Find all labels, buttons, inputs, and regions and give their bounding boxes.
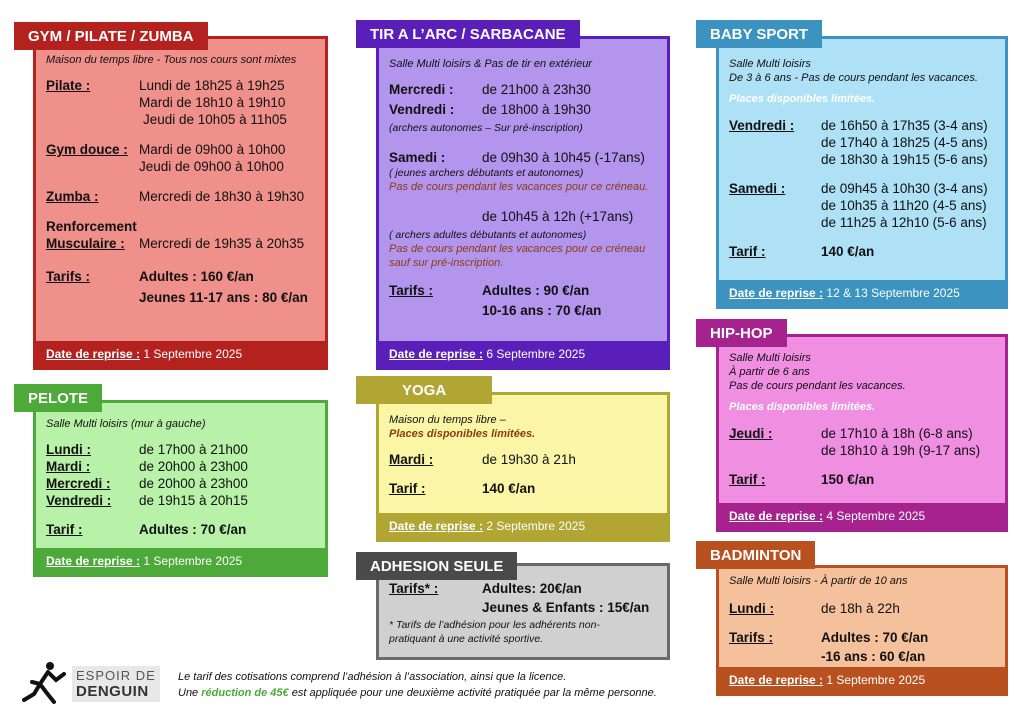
tir-mercredi-label: Mercredi : [389, 82, 454, 97]
yoga-mardi-time: de 19h30 à 21h [482, 452, 576, 467]
adhesion-note-2: pratiquant à une activité sportive. [389, 633, 544, 645]
logo-line-1: ESPOIR DE [76, 668, 156, 683]
tir-vendredi-label: Vendredi : [389, 102, 455, 117]
yoga-place: Maison du temps libre – [389, 414, 506, 426]
adhesion-tarifs-label: Tarifs* : [389, 581, 439, 596]
runner-logo-icon [20, 660, 70, 705]
hiphop-tarif: 150 €/an [821, 472, 875, 487]
pelote-day-time-4: de 19h15 à 20h15 [139, 493, 248, 508]
hiphop-jeudi-2: de 18h10 à 19h (9-17 ans) [821, 443, 981, 458]
zumba-time: Mercredi de 18h30 à 19h30 [139, 189, 305, 204]
logo-line-2: DENGUIN [76, 683, 149, 700]
pelote-title: PELOTE [14, 384, 102, 412]
adhesion-note-1: * Tarifs de l’adhésion pour les adhérents non- [389, 619, 600, 631]
baby-vendredi-3: de 18h30 à 19h15 (5-6 ans) [821, 152, 988, 167]
hiphop-place-3: Pas de cours pendant les vacances. [729, 380, 906, 392]
adhesion-title: ADHESION SEULE [356, 552, 517, 580]
yoga-tarif: 140 €/an [482, 481, 536, 496]
yoga-mardi-label: Mardi : [389, 452, 434, 467]
pilate-label: Pilate : [46, 78, 91, 93]
hiphop-jeudi-1: de 17h10 à 18h (6-8 ans) [821, 426, 973, 441]
tir-place: Salle Multi loisirs & Pas de tir en extérieur [389, 58, 592, 70]
footer-line-2c: est appliquée pour une deuxième activité pratiquée par la même personne. [291, 687, 657, 699]
hiphop-tarif-label: Tarif : [729, 472, 766, 487]
footer-reduction: réduction de 45€ [201, 687, 289, 699]
pelote-place: Salle Multi loisirs (mur à gauche) [46, 418, 206, 430]
footer-note [178, 669, 657, 701]
pelote-day-label-1: Lundi : [46, 442, 91, 457]
baby-samedi-label: Samedi : [729, 181, 786, 196]
yoga-places: Places disponibles limitées. [389, 428, 536, 440]
tir-tarifs-label: Tarifs : [389, 283, 434, 298]
baby-reprise-label: Date de reprise : [729, 286, 824, 300]
yoga-reprise-label: Date de reprise : [389, 519, 484, 533]
pelote-day-time-2: de 20h00 à 23h00 [139, 459, 248, 474]
tir-vendredi-time: de 18h00 à 19h30 [482, 102, 591, 117]
tir-reprise-label: Date de reprise : [389, 347, 484, 361]
yoga-reprise-date: 2 Septembre 2025 [486, 519, 586, 533]
tir-vacances-2a: Pas de cours pendant les vacances pour ce créneau [389, 243, 646, 255]
yoga-title: YOGA [356, 376, 492, 404]
tir-mercredi-time: de 21h00 à 23h30 [482, 82, 591, 97]
gym-title: GYM / PILATE / ZUMBA [14, 22, 208, 50]
hiphop-reprise-label: Date de reprise : [729, 509, 824, 523]
tir-samedi-label: Samedi : [389, 150, 446, 165]
baby-vendredi-label: Vendredi : [729, 118, 795, 133]
badminton-tarif-1: Adultes : 70 €/an [821, 630, 929, 645]
baby-body [716, 36, 1008, 309]
pelote-day-label-4: Vendredi : [46, 493, 112, 508]
gym-body [33, 36, 328, 370]
hiphop-reprise [719, 503, 1005, 529]
hiphop-place-1: Salle Multi loisirs [729, 352, 811, 364]
tir-body [376, 36, 670, 370]
yoga-body [376, 392, 670, 542]
tir-tarif-2: 10-16 ans : 70 €/an [482, 303, 602, 318]
baby-reprise-date: 12 & 13 Septembre 2025 [826, 286, 960, 300]
pelote-reprise-date: 1 Septembre 2025 [143, 554, 243, 568]
tir-vacances-2b: sauf sur pré-inscription. [389, 257, 504, 269]
hiphop-place-2: À partir de 6 ans [729, 366, 810, 378]
gym-reprise-date: 1 Septembre 2025 [143, 347, 243, 361]
pilate-line-2: Mardi de 18h10 à 19h10 [139, 95, 286, 110]
tir-archers-note: (archers autonomes – Sur pré-inscription) [389, 122, 583, 134]
baby-vendredi-1: de 16h50 à 17h35 (3-4 ans) [821, 118, 988, 133]
gym-tarif-2: Jeunes 11-17 ans : 80 €/an [139, 290, 308, 305]
baby-place-2: De 3 à 6 ans - Pas de cours pendant les vacances. [729, 72, 978, 84]
tir-tarif-1: Adultes : 90 €/an [482, 283, 590, 298]
badminton-title: BADMINTON [696, 541, 815, 569]
baby-places: Places disponibles limitées. [729, 93, 876, 105]
badminton-lundi-label: Lundi : [729, 601, 774, 616]
yoga-tarif-label: Tarif : [389, 481, 426, 496]
pelote-day-label-2: Mardi : [46, 459, 91, 474]
badminton-reprise-date: 1 Septembre 2025 [826, 673, 926, 687]
gym-reprise [36, 341, 325, 367]
tir-samedi-time-2: de 10h45 à 12h (+17ans) [482, 209, 634, 224]
badminton-body [716, 565, 1008, 696]
adhesion-tarif-1: Adultes: 20€/an [482, 581, 582, 596]
badminton-reprise [719, 667, 1005, 693]
pelote-reprise-label: Date de reprise : [46, 554, 141, 568]
footer-line-2a: Une [178, 687, 199, 699]
pilate-line-3: Jeudi de 10h05 à 11h05 [143, 112, 287, 127]
gym-reprise-label: Date de reprise : [46, 347, 141, 361]
badminton-tarifs-label: Tarifs : [729, 630, 774, 645]
gymdouce-line-1: Mardi de 09h00 à 10h00 [139, 142, 286, 157]
baby-tarif: 140 €/an [821, 244, 875, 259]
badminton-lundi-time: de 18h à 22h [821, 601, 900, 616]
footer-line-2 [178, 685, 657, 701]
baby-samedi-3: de 11h25 à 12h10 (5-6 ans) [821, 215, 987, 230]
yoga-reprise [379, 513, 667, 539]
zumba-label: Zumba : [46, 189, 99, 204]
adhesion-tarif-2: Jeunes & Enfants : 15€/an [482, 600, 650, 615]
badminton-place: Salle Multi loisirs - À partir de 10 ans [729, 575, 908, 587]
badminton-reprise-label: Date de reprise : [729, 673, 824, 687]
pelote-day-time-3: de 20h00 à 23h00 [139, 476, 248, 491]
hiphop-places: Places disponibles limitées. [729, 401, 876, 413]
pelote-tarif-label: Tarif : [46, 522, 83, 537]
pelote-day-time-1: de 17h00 à 21h00 [139, 442, 248, 457]
baby-samedi-1: de 09h45 à 10h30 (3-4 ans) [821, 181, 988, 196]
baby-tarif-label: Tarif : [729, 244, 766, 259]
pelote-body [33, 400, 328, 577]
baby-samedi-2: de 10h35 à 11h20 (4-5 ans) [821, 198, 987, 213]
renfo-label-1: Renforcement [46, 219, 137, 234]
gymdouce-line-2: Jeudi de 09h00 à 10h00 [139, 159, 284, 174]
hiphop-title: HIP-HOP [696, 319, 787, 347]
tir-samedi-time-1: de 09h30 à 10h45 (-17ans) [482, 150, 645, 165]
renfo-time: Mercredi de 19h35 à 20h35 [139, 236, 305, 251]
badminton-tarif-2: -16 ans : 60 €/an [821, 649, 926, 664]
gym-tarif-1: Adultes : 160 €/an [139, 269, 254, 284]
tir-title: TIR A L’ARC / SARBACANE [356, 20, 580, 48]
hiphop-reprise-date: 4 Septembre 2025 [826, 509, 926, 523]
tir-samedi-note-1: ( jeunes archers débutants et autonomes) [389, 167, 584, 179]
baby-place-1: Salle Multi loisirs [729, 58, 811, 70]
footer-line-1: Le tarif des cotisations comprend l’adhésion à l’association, ainsi que la licence. [178, 671, 567, 683]
baby-reprise [719, 280, 1005, 306]
baby-title: BABY SPORT [696, 20, 822, 48]
tir-reprise [379, 341, 667, 367]
renfo-label-2: Musculaire : [46, 236, 125, 251]
gym-tarifs-label: Tarifs : [46, 269, 91, 284]
hiphop-jeudi-label: Jeudi : [729, 426, 773, 441]
logo-text [72, 666, 160, 702]
pelote-tarif: Adultes : 70 €/an [139, 522, 247, 537]
pelote-reprise [36, 548, 325, 574]
hiphop-body [716, 334, 1008, 532]
tir-samedi-note-2: ( archers adultes débutants et autonomes) [389, 229, 587, 241]
pelote-day-label-3: Mercredi : [46, 476, 111, 491]
tir-reprise-date: 6 Septembre 2025 [486, 347, 586, 361]
gym-place: Maison du temps libre - Tous nos cours sont mixtes [46, 54, 297, 66]
gymdouce-label: Gym douce : [46, 142, 128, 157]
baby-vendredi-2: de 17h40 à 18h25 (4-5 ans) [821, 135, 988, 150]
pilate-line-1: Lundi de 18h25 à 19h25 [139, 78, 285, 93]
tir-vacances-1: Pas de cours pendant les vacances pour ce créneau. [389, 181, 649, 193]
